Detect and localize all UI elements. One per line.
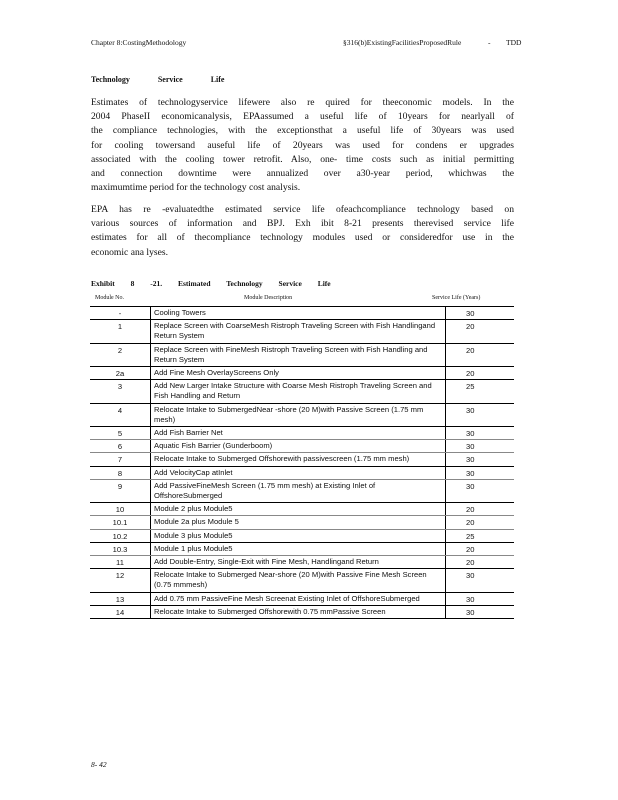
service-life-years: 30 xyxy=(466,455,475,465)
col-header-module-no: Module No. xyxy=(95,295,124,301)
module-description: Module 2 plus Module5 xyxy=(150,503,446,515)
service-life-years: 20 xyxy=(466,369,475,379)
paragraph-line: economic ana lyses. xyxy=(91,246,168,258)
table-row xyxy=(90,593,514,606)
module-description: Add 0.75 mm PassiveFine Mesh Screenat Existing Inlet of OffshoreSubmerged xyxy=(150,593,446,605)
module-number: 11 xyxy=(116,558,124,568)
paragraph-line: various sources of information and BPJ. Exh ibit 8-21 presents therevised service life xyxy=(91,218,514,230)
table-row xyxy=(90,440,514,453)
table-row xyxy=(90,530,514,543)
paragraph-line: and connection downtime were annualized over a30-year period, whichwas the xyxy=(91,168,514,179)
module-number: 9 xyxy=(117,481,123,491)
header-rule-title: §316(b)ExistingFacilitiesProposedRule xyxy=(343,38,462,47)
module-number: 12 xyxy=(115,571,125,581)
module-description: Aquatic Fish Barrier (Gunderboom) xyxy=(150,440,446,452)
module-description: Cooling Towers xyxy=(150,307,446,319)
service-life-years: 20 xyxy=(466,544,475,554)
paragraph-line: 2004 PhaseII economicanalysis, EPAassumed a useful life of 10years for nearlyall of xyxy=(91,111,514,123)
table-row xyxy=(90,606,514,619)
module-description: Replace Screen with FineMesh Ristroph Traveling Screen with Fish Handling and Return System xyxy=(150,344,446,366)
module-number: 5 xyxy=(117,429,123,439)
paragraph-line: Estimates of technologyservice lifewere also re quired for theeconomic models. In the xyxy=(91,97,514,108)
service-life-years: 30 xyxy=(466,594,475,604)
module-number: 1 xyxy=(117,322,123,332)
module-description: Replace Screen with CoarseMesh Ristroph Traveling Screen with Fish Handlingand Return System xyxy=(150,320,446,342)
module-number: 2 xyxy=(117,345,123,355)
table-row xyxy=(90,380,514,403)
paragraph-line: associated with the cooling tower retrofit. Also, one- time costs such as initial permitting xyxy=(91,153,514,165)
module-description: Relocate Intake to Submerged Near-shore (20 M)with Passive Fine Mesh Screen (0.75 mmmesh) xyxy=(150,569,446,591)
service-life-years: 25 xyxy=(466,382,475,392)
paragraph-line: the compliance technologies, with the exceptionsthat a useful life of 30years was used xyxy=(91,125,514,137)
service-life-years: 30 xyxy=(466,442,475,452)
module-number: 14 xyxy=(115,607,125,617)
module-number: 10 xyxy=(115,505,125,515)
service-life-years: 20 xyxy=(466,322,475,332)
service-life-years: 20 xyxy=(466,505,475,515)
header-tdd: TDD xyxy=(506,38,522,47)
module-number: 10.1 xyxy=(112,518,128,528)
table-row xyxy=(90,467,514,480)
table-row xyxy=(90,427,514,440)
paragraph-line: for cooling towersand auseful life of 20years was used for condens er upgrades xyxy=(91,139,514,151)
service-life-years: 20 xyxy=(466,558,475,568)
service-life-years: 30 xyxy=(466,429,475,439)
service-life-years: 30 xyxy=(466,405,475,415)
exhibit-caption: Exhibit 8 -21. Estimated Technology Service Life xyxy=(91,279,331,288)
module-number: 7 xyxy=(117,455,123,465)
module-description: Add Fine Mesh OverlayScreens Only xyxy=(150,367,446,379)
table-row xyxy=(90,344,514,367)
module-description: Module 3 plus Module5 xyxy=(150,530,446,542)
header-dash: - xyxy=(488,38,491,47)
module-description: Add Double-Entry, Single-Exit with Fine Mesh, Handlingand Return xyxy=(150,556,446,568)
module-description: Module 2a plus Module 5 xyxy=(150,516,446,528)
table-row xyxy=(90,480,514,503)
col-header-description: Module Description xyxy=(244,295,293,301)
module-number: 8 xyxy=(117,468,123,478)
table-row xyxy=(90,453,514,466)
service-life-years: 30 xyxy=(466,309,475,318)
table-row xyxy=(90,543,514,556)
module-description: Add Fish Barrier Net xyxy=(150,427,446,439)
page-number: 8- 42 xyxy=(91,760,107,769)
module-number: 10.2 xyxy=(112,531,128,541)
service-life-years: 30 xyxy=(466,571,475,581)
module-description: Add PassiveFineMesh Screen (1.75 mm mesh) at Existing Inlet of OffshoreSubmerged xyxy=(150,480,446,502)
module-description: Relocate Intake to SubmergedNear -shore (20 M)with Passive Screen (1.75 mm mesh) xyxy=(150,404,446,426)
module-description: Add New Larger Intake Structure with Coarse Mesh Ristroph Traveling Screen and Fish Handling and Return xyxy=(150,380,446,402)
module-description: Add VelocityCap atInlet xyxy=(150,467,446,479)
service-life-years: 20 xyxy=(466,345,475,355)
module-description: Relocate Intake to Submerged Offshorewith 0.75 mmPassive Screen xyxy=(150,606,446,618)
table-row xyxy=(90,503,514,516)
module-number: 10.3 xyxy=(112,544,128,554)
service-life-years: 30 xyxy=(466,607,475,617)
module-number: 6 xyxy=(117,442,123,452)
module-number: 3 xyxy=(117,382,123,392)
service-life-table xyxy=(90,306,514,619)
module-number: 13 xyxy=(115,594,125,604)
table-row xyxy=(90,569,514,592)
module-number: 4 xyxy=(117,405,123,415)
module-number: 2a xyxy=(115,369,125,379)
service-life-years: 30 xyxy=(466,468,475,478)
header-chapter: Chapter 8:CostingMethodology xyxy=(91,38,187,47)
table-row xyxy=(90,320,514,343)
module-number: - xyxy=(118,309,122,318)
section-title: Technology Service Life xyxy=(91,75,225,84)
table-row xyxy=(90,556,514,569)
service-life-years: 30 xyxy=(466,481,475,491)
table-row xyxy=(90,404,514,427)
col-header-service-life: Service Life (Years) xyxy=(432,295,481,301)
module-description: Relocate Intake to Submerged Offshorewith passivescreen (1.75 mm mesh) xyxy=(150,453,446,465)
paragraph-line: EPA has re -evaluatedthe estimated service life ofeachcompliance technology based on xyxy=(91,204,514,215)
service-life-years: 20 xyxy=(466,518,475,528)
module-description: Module 1 plus Module5 xyxy=(150,543,446,555)
table-row xyxy=(90,367,514,380)
paragraph-line: maximumtime period for the technology cost analysis. xyxy=(91,182,301,194)
paragraph-line: estimates for all of thecompliance technology modules used or consideredfor use in the xyxy=(91,232,514,244)
table-row xyxy=(90,516,514,529)
service-life-years: 25 xyxy=(466,531,475,541)
table-row xyxy=(90,307,514,320)
